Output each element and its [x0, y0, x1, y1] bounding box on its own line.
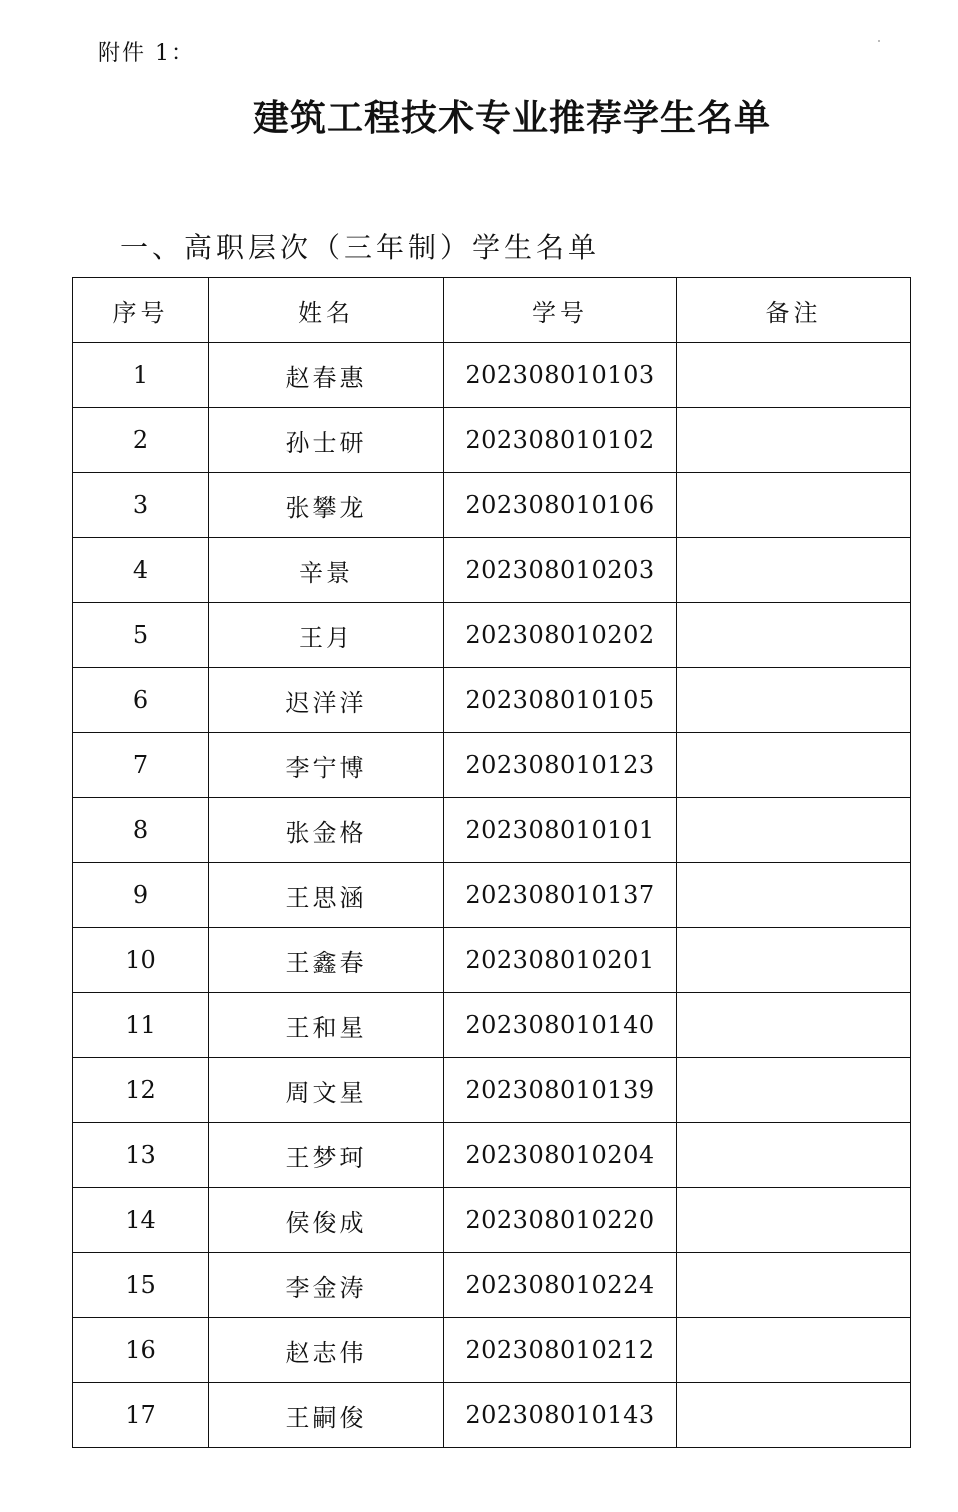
cell-seq: 8: [73, 798, 209, 863]
cell-note: [677, 1188, 911, 1253]
cell-note: [677, 1123, 911, 1188]
cell-note: [677, 473, 911, 538]
cell-note: [677, 993, 911, 1058]
cell-student-id: 202308010203: [444, 538, 677, 603]
cell-student-id: 202308010140: [444, 993, 677, 1058]
cell-seq: 5: [73, 603, 209, 668]
attachment-label: 附件 1：: [98, 41, 195, 66]
header-name: 姓名: [209, 278, 444, 343]
table-row: [73, 1123, 911, 1188]
table-row: [73, 1383, 911, 1448]
table-row: [73, 1253, 911, 1318]
cell-student-id: 202308010101: [444, 798, 677, 863]
cell-student-id: 202308010106: [444, 473, 677, 538]
header-student-id: 学号: [444, 278, 677, 343]
cell-note: [677, 668, 911, 733]
scan-speck: [878, 40, 880, 42]
table-row: [73, 473, 911, 538]
table-row: [73, 1188, 911, 1253]
cell-student-id: 202308010202: [444, 603, 677, 668]
cell-student-id: 202308010123: [444, 733, 677, 798]
cell-note: [677, 798, 911, 863]
cell-seq: 9: [73, 863, 209, 928]
cell-seq: 16: [73, 1318, 209, 1383]
cell-name: 辛景: [209, 538, 444, 603]
cell-name: 侯俊成: [209, 1188, 444, 1253]
cell-name: 张攀龙: [209, 473, 444, 538]
section-heading: 一、高职层次（三年制）学生名单: [120, 231, 601, 264]
cell-name: 王鑫春: [209, 928, 444, 993]
cell-seq: 3: [73, 473, 209, 538]
cell-name: 周文星: [209, 1058, 444, 1123]
cell-note: [677, 603, 911, 668]
cell-student-id: 202308010105: [444, 668, 677, 733]
header-seq: 序号: [73, 278, 209, 343]
cell-name: 赵春惠: [209, 343, 444, 408]
cell-student-id: 202308010137: [444, 863, 677, 928]
cell-student-id: 202308010220: [444, 1188, 677, 1253]
cell-note: [677, 928, 911, 993]
cell-name: 孙士研: [209, 408, 444, 473]
table-row: [73, 603, 911, 668]
cell-name: 赵志伟: [209, 1318, 444, 1383]
cell-name: 王思涵: [209, 863, 444, 928]
table-body: [73, 343, 911, 1448]
cell-note: [677, 863, 911, 928]
student-roster-table: [72, 277, 911, 1448]
cell-name: 李金涛: [209, 1253, 444, 1318]
cell-seq: 14: [73, 1188, 209, 1253]
cell-student-id: 202308010212: [444, 1318, 677, 1383]
cell-seq: 12: [73, 1058, 209, 1123]
table-row: [73, 538, 911, 603]
cell-note: [677, 1318, 911, 1383]
cell-student-id: 202308010103: [444, 343, 677, 408]
table-row: [73, 993, 911, 1058]
cell-name: 王月: [209, 603, 444, 668]
cell-note: [677, 1058, 911, 1123]
cell-student-id: 202308010102: [444, 408, 677, 473]
table-row: [73, 733, 911, 798]
cell-name: 迟洋洋: [209, 668, 444, 733]
cell-seq: 17: [73, 1383, 209, 1448]
cell-seq: 6: [73, 668, 209, 733]
table-row: [73, 408, 911, 473]
cell-note: [677, 408, 911, 473]
cell-seq: 15: [73, 1253, 209, 1318]
cell-note: [677, 1253, 911, 1318]
cell-seq: 11: [73, 993, 209, 1058]
cell-name: 李宁博: [209, 733, 444, 798]
table-row: [73, 1058, 911, 1123]
cell-name: 王和星: [209, 993, 444, 1058]
cell-note: [677, 1383, 911, 1448]
cell-seq: 10: [73, 928, 209, 993]
cell-student-id: 202308010143: [444, 1383, 677, 1448]
table-row: [73, 343, 911, 408]
cell-seq: 2: [73, 408, 209, 473]
cell-student-id: 202308010139: [444, 1058, 677, 1123]
cell-name: 张金格: [209, 798, 444, 863]
table-row: [73, 1318, 911, 1383]
table-row: [73, 798, 911, 863]
cell-student-id: 202308010224: [444, 1253, 677, 1318]
table-row: [73, 668, 911, 733]
cell-student-id: 202308010201: [444, 928, 677, 993]
table-row: [73, 928, 911, 993]
cell-seq: 4: [73, 538, 209, 603]
table-header-row: [73, 278, 911, 343]
header-note: 备注: [677, 278, 911, 343]
cell-note: [677, 343, 911, 408]
cell-name: 王嗣俊: [209, 1383, 444, 1448]
cell-student-id: 202308010204: [444, 1123, 677, 1188]
table-row: [73, 863, 911, 928]
cell-note: [677, 538, 911, 603]
cell-note: [677, 733, 911, 798]
cell-seq: 13: [73, 1123, 209, 1188]
cell-seq: 1: [73, 343, 209, 408]
cell-seq: 7: [73, 733, 209, 798]
cell-name: 王梦珂: [209, 1123, 444, 1188]
document-title: 建筑工程技术专业推荐学生名单: [252, 98, 771, 139]
